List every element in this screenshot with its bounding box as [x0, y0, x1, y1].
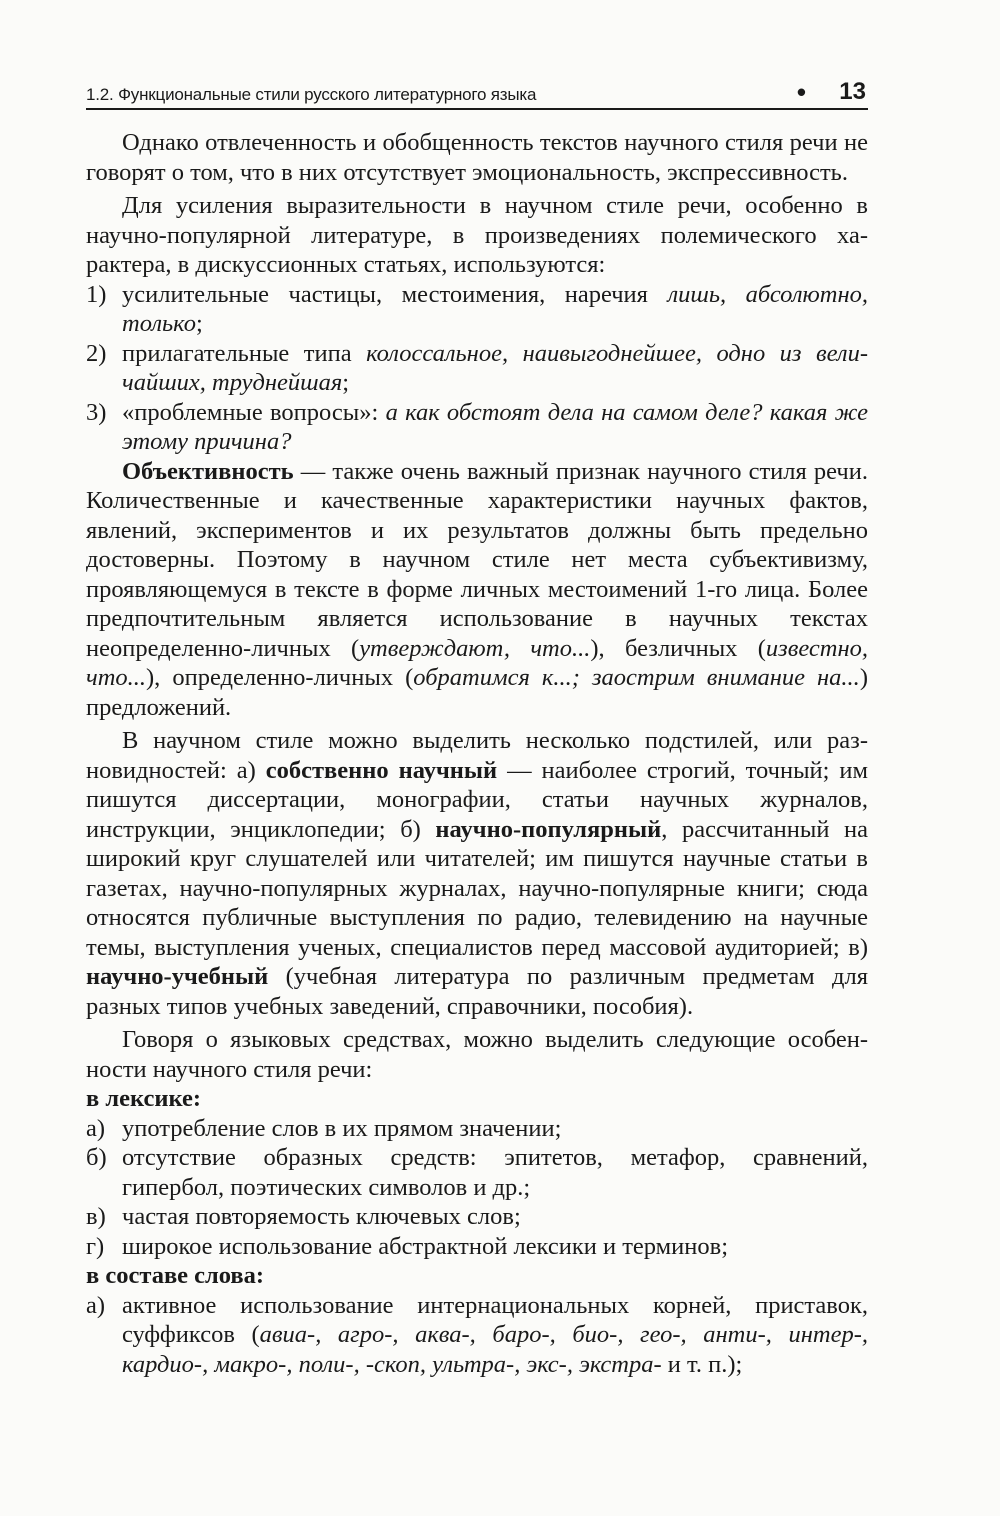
- list-letter: б): [86, 1144, 107, 1171]
- list-number: 1): [86, 280, 107, 308]
- list-item: [86, 339, 868, 398]
- term-popular-scientific: научно-популярный: [435, 815, 662, 843]
- paragraph-objectivity: Объективность — также очень важный признак научного стиля речи. Количественные и качественные характеристики научных фактов, явлений, экспериментов и их результатов должны быть предельно достоверны. Поэтому в научном стиле нет места субъективизму, проявляющемуся в тексте в форме личных местоимений 1-го лица. Более предпочтительным является использование в научных текстах неопределенно-личных (утверждают, что...), безличных (известно, что...), определенно-личных (обратимся к...; заострим внимание на...) предложений.: [86, 457, 868, 721]
- list-text: частая повторяемость ключевых слов;: [122, 1203, 521, 1230]
- word-composition-list: [86, 1291, 868, 1380]
- list-item: [86, 398, 868, 457]
- list-number: 3): [86, 398, 107, 426]
- list-text: прилагательные типа колоссальное, наивыгоднейшее, одно из величайших, труднейшая;: [122, 339, 868, 396]
- list-item: [86, 1232, 868, 1262]
- lexis-list: [86, 1114, 868, 1262]
- list-text: активное использование интернациональных корней, приставок, суффиксов (авиа-, агро-, аква-, баро-, био-, гео-, анти-, интер-, кардио-, макро-, поли-, -скоп, ультра-, экс-, экстра- и т. п.);: [122, 1291, 868, 1378]
- example-text: авиа-, агро-, аква-, баро-, био-, гео-, анти-, интер-, кардио-, макро-, поли-, -скоп, ультра-, экс-, экстра-: [122, 1321, 868, 1378]
- list-letter: а): [86, 1114, 106, 1142]
- expressive-means-list: [86, 280, 868, 457]
- example-text: колоссальное, наивыгоднейшее, одно из величайших, труднейшая: [122, 339, 868, 396]
- paragraph-1: Однако отвлеченность и обобщенность текстов научного стиля речи не говорят о том, что в них отсутствует эмоциональность, экспрессивность.: [86, 129, 868, 186]
- list-item: [86, 280, 868, 339]
- list-text: широкое использование абстрактной лексики и терминов;: [122, 1232, 729, 1260]
- running-header: [86, 78, 868, 110]
- list-text: «проблемные вопросы»: а как обстоят дела на самом деле? какая же этому причина?: [122, 398, 868, 455]
- word-composition-heading: в составе слова:: [86, 1262, 265, 1289]
- list-letter: в): [86, 1203, 106, 1230]
- lexis-heading: в лексике:: [86, 1085, 202, 1112]
- list-text: усилительные частицы, местоимения, наречия лишь, абсолютно, только;: [122, 280, 869, 337]
- example-text: а как обстоят дела на самом деле? какая же этому причина?: [122, 398, 868, 455]
- paragraph-substyles: В научном стиле можно выделить несколько подстилей, или разновидностей: а) собственно научный — наиболее строгий, точный; им пишутся диссертации, монографии, статьи научных журналов, инструкции, энциклопедии; б) научно-популярный, рассчитанный на широкий круг слушателей или читателей; им пишутся научные статьи в газетах, научно-популярных журналах, научно-популярные книги; сюда относятся публичные выступления по радио, телевидению на научные темы, выступления ученых, специалистов перед массовой аудиторией; в) научно-учебный (учебная литература по различным предметам для разных типов учебных заведений, справочники, пособия).: [86, 727, 869, 1020]
- page-number: 13: [839, 78, 866, 105]
- example-text: лишь, абсолютно, только: [122, 280, 869, 337]
- list-item: [86, 1143, 868, 1202]
- term-proper-scientific: собственно научный: [265, 756, 498, 784]
- paragraph-language-means: Говоря о языковых средствах, можно выделить следующие особенности научного стиля речи:: [86, 1026, 868, 1083]
- list-item: [86, 1114, 868, 1144]
- bullet-separator: •: [796, 77, 806, 107]
- term-educational-scientific: научно-учебный: [86, 963, 269, 990]
- list-item: [86, 1291, 868, 1380]
- paragraph-2: Для усиления выразительности в научном стиле речи, особенно в научно-популярной литературе, в произведениях полемического характера, в дискуссионных статьях, используются:: [86, 192, 868, 278]
- list-text: отсутствие образных средств: эпитетов, метафор, сравнений, гипербол, поэтических символов и др.;: [122, 1144, 868, 1201]
- list-number: 2): [86, 339, 107, 367]
- page-body: [86, 128, 868, 1379]
- list-letter: г): [86, 1232, 105, 1260]
- list-text: употребление слов в их прямом значении;: [122, 1114, 562, 1142]
- section-title: 1.2. Функциональные стили русского литературного языка: [86, 85, 537, 104]
- term-objectivity: Объективность: [122, 457, 294, 485]
- list-letter: а): [86, 1291, 106, 1319]
- list-item: [86, 1202, 868, 1232]
